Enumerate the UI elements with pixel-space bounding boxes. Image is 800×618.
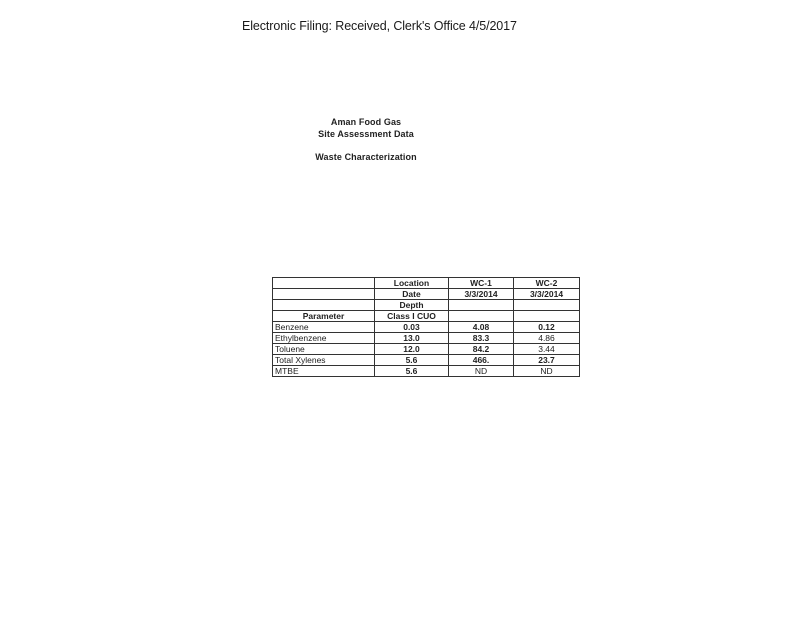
table-row (273, 311, 580, 322)
table-row (273, 300, 580, 311)
wc2-value: 0.12 (514, 322, 580, 333)
date-wc2: 3/3/2014 (514, 289, 580, 300)
cuo-value: 12.0 (375, 344, 449, 355)
table-row (273, 333, 580, 344)
cuo-value: 0.03 (375, 322, 449, 333)
parameter-name: Total Xylenes (273, 355, 375, 366)
table-cell-empty (449, 300, 514, 311)
wc1-value: 84.2 (449, 344, 514, 355)
location-wc2: WC-2 (514, 278, 580, 289)
wc1-value: 466. (449, 355, 514, 366)
table-cell-empty (514, 300, 580, 311)
cuo-value: 5.6 (375, 366, 449, 377)
document-section-title: Waste Characterization (315, 152, 417, 162)
table-cell-empty (514, 311, 580, 322)
table-cell-empty (449, 311, 514, 322)
location-wc1: WC-1 (449, 278, 514, 289)
table-cell-empty (273, 278, 375, 289)
table-row (273, 366, 580, 377)
wc2-value: 3.44 (514, 344, 580, 355)
table-row (273, 344, 580, 355)
document-subtitle: Site Assessment Data (318, 129, 414, 139)
cuo-value: 5.6 (375, 355, 449, 366)
location-label: Location (375, 278, 449, 289)
filing-stamp: Electronic Filing: Received, Clerk's Office 4/5/2017 (242, 19, 517, 33)
parameter-label: Parameter (273, 311, 375, 322)
parameter-name: MTBE (273, 366, 375, 377)
table-cell-empty (273, 289, 375, 300)
date-label: Date (375, 289, 449, 300)
wc1-value: ND (449, 366, 514, 377)
document-title: Aman Food Gas (330, 117, 402, 127)
table-row (273, 322, 580, 333)
parameter-name: Benzene (273, 322, 375, 333)
site-assessment-table (272, 277, 580, 377)
wc2-value: 4.86 (514, 333, 580, 344)
table-row (273, 278, 580, 289)
table-row (273, 289, 580, 300)
wc2-value: ND (514, 366, 580, 377)
cuo-value: 13.0 (375, 333, 449, 344)
wc2-value: 23.7 (514, 355, 580, 366)
table-row (273, 355, 580, 366)
parameter-name: Toluene (273, 344, 375, 355)
cuo-label: Class I CUO (375, 311, 449, 322)
table-cell-empty (273, 300, 375, 311)
wc1-value: 83.3 (449, 333, 514, 344)
depth-label: Depth (375, 300, 449, 311)
parameter-name: Ethylbenzene (273, 333, 375, 344)
wc1-value: 4.08 (449, 322, 514, 333)
date-wc1: 3/3/2014 (449, 289, 514, 300)
